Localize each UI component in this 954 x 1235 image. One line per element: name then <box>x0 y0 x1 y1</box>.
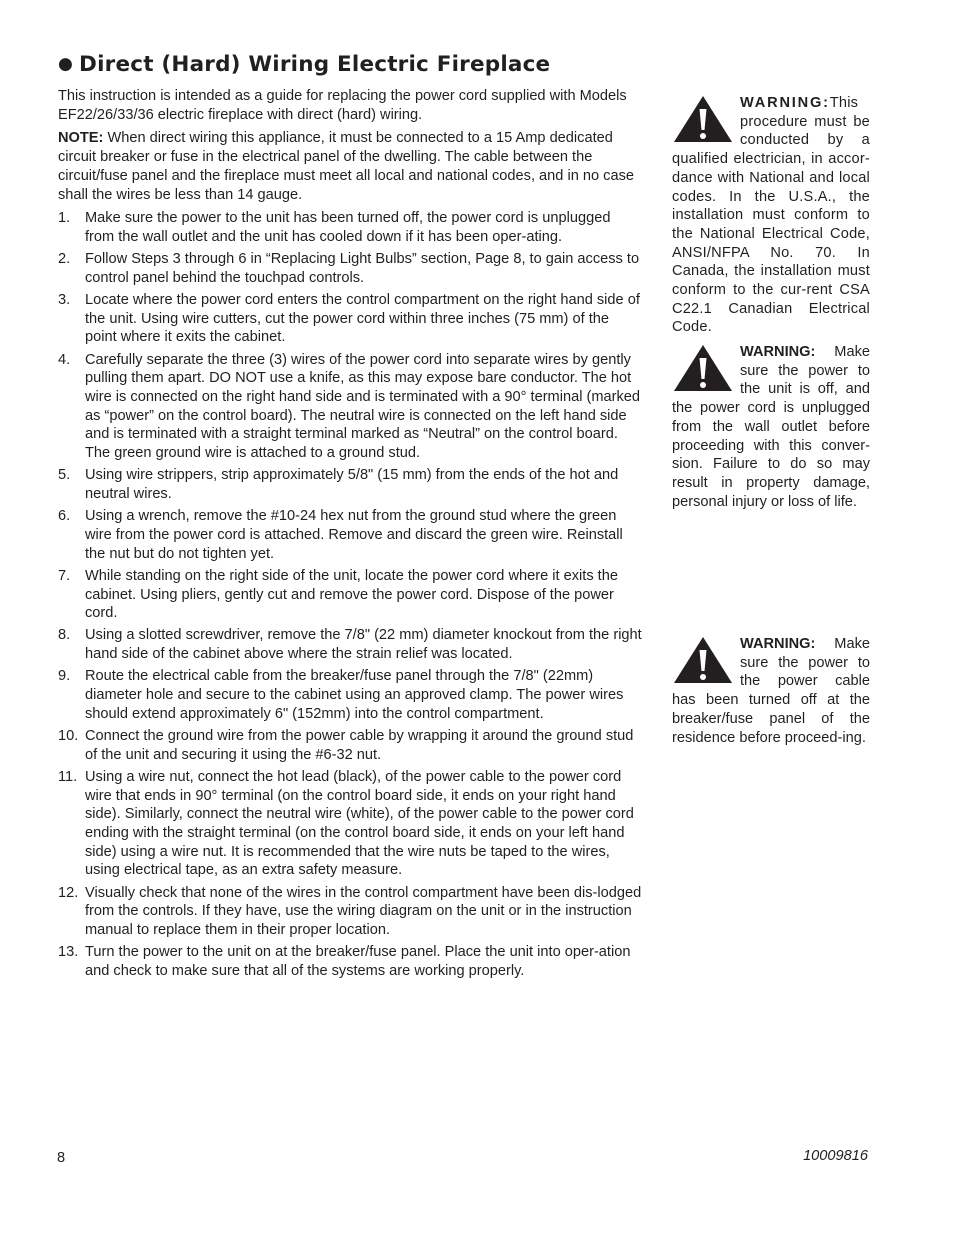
warning-label: WARNING: <box>740 344 816 360</box>
document-number: 10009816 <box>803 1148 868 1164</box>
warning-text: Make sure the power to the power cable has been turned off at the breaker/fuse panel of the residence before proceed-ing. <box>672 636 870 746</box>
step-text: Using a slotted screwdriver, remove the 7/8" (22 mm) diameter knockout from the right hand side of the cabinet above where the strain relief was located. <box>85 627 642 663</box>
step-item <box>58 291 643 347</box>
step-number: 5. <box>58 467 71 484</box>
step-text: While standing on the right side of the unit, locate the power cord where it exits the cabinet. Using pliers, gently cut and remove the power cord. Dispose of the power cord. <box>85 567 618 622</box>
step-item <box>58 567 643 623</box>
warning-label: WARNING: <box>740 636 816 652</box>
warning-text: Make sure the power to the unit is off, and the power cord is unplugged from the wall outlet before proceeding with this conver-sion. Failure to do so may result in property damage, personal injury or loss of life. <box>672 344 870 510</box>
step-text: Using wire strippers, strip approximately 5/8" (15 mm) from the ends of the hot and neutral wires. <box>85 467 619 503</box>
step-item <box>58 466 643 503</box>
warning-triangle-icon <box>672 343 734 393</box>
step-text: Using a wire nut, connect the hot lead (black), of the power cable to the power cord wire that ends in 90° terminal (on the control board side, it ends on your right hand side). Similarly, connect the neutral wire (white), of the power cable to the power cord ending with the straight terminal (on the control board side, it ends on your left hand side) using a wire nut. It is recommended that the wire nuts be taped to the wires, using electrical tape, as an extra safety measure. <box>85 768 634 879</box>
step-text: Route the electrical cable from the breaker/fuse panel through the 7/8" (22mm) diameter hole and secure to the cabinet using an approved clamp. The power wires should extend approximately 6" (152mm) into the control compartment. <box>85 668 624 722</box>
note-text: When direct wiring this appliance, it must be connected to a 15 Amp dedicated circuit breaker or fuse in the electrical panel of the dwelling. The cable between the circuit/fuse panel and the fireplace must meet all local and national codes, and in no case shall the wires be less than 14 gauge. <box>58 130 634 203</box>
warning-box-power-cable <box>672 635 870 747</box>
step-number: 9. <box>58 668 71 685</box>
step-text: Locate where the power cord enters the control compartment on the right hand side of the unit. Using wire cutters, cut the power cord within three inches (75 mm) of the point where it exits the cabinet. <box>85 292 640 346</box>
step-text: Connect the ground wire from the power cable by wrapping it around the ground stud of the unit and securing it using the #6-32 nut. <box>85 728 634 763</box>
note-label: NOTE: <box>58 130 104 147</box>
step-number: 1. <box>58 210 71 227</box>
step-item <box>58 943 643 980</box>
warning-label: WARNING: <box>740 95 830 111</box>
step-item <box>58 884 643 940</box>
step-text: Turn the power to the unit on at the breaker/fuse panel. Place the unit into oper-ation and check to make sure that all of the systems are working properly. <box>85 944 631 979</box>
note-paragraph <box>58 129 643 204</box>
step-number: 10. <box>58 728 79 744</box>
step-item <box>58 351 643 463</box>
step-text: Visually check that none of the wires in the control compartment have been dis-lodged from the controls. If they have, use the wiring diagram on the unit or in the instruction manual to replace them in their proper location. <box>85 884 642 939</box>
warning-box-electrician <box>672 94 870 337</box>
step-item <box>58 626 643 663</box>
step-text: Make sure the power to the unit has been turned off, the power cord is unplugged from the wall outlet and the unit has cooled down if it has been oper-ating. <box>85 210 611 245</box>
step-text: Carefully separate the three (3) wires of the power cord into separate wires by gently pulling them apart. DO NOT use a knife, as this may expose bare conductor. The hot wire is connected on the right hand side and is terminated with a 90° terminal (marked as “power” on the control board). The neutral wire is connected on the left hand side and is terminated with a straight terminal marked as “Neutral” on the control board. The green ground wire is attached to a ground stud. <box>85 351 641 462</box>
warning-text: This procedure must be conducted by a qualified electrician, in accor-dance with National and local codes. In the U.S.A., the installation must conform to the National Electrical Code, ANSI/NFPA No. 70. In Canada, the installation must conform to the cur-rent CSA C22.1 Canadian Electrical Code. <box>672 95 870 336</box>
step-item <box>58 727 643 764</box>
step-number: 2. <box>58 251 71 268</box>
bullet-icon: ● <box>58 54 74 74</box>
step-number: 6. <box>58 508 71 525</box>
step-item <box>58 768 643 880</box>
step-number: 8. <box>58 627 71 644</box>
step-item <box>58 209 643 246</box>
section-title <box>58 52 643 77</box>
step-number: 12. <box>58 884 79 901</box>
main-column <box>58 52 643 984</box>
step-number: 13. <box>58 944 79 961</box>
section-title-text: Direct (Hard) Wiring Electric Fireplace <box>79 52 551 77</box>
step-number: 3. <box>58 292 71 309</box>
step-text: Follow Steps 3 through 6 in “Replacing Light Bulbs” section, Page 8, to gain access to control panel behind the touchpad controls. <box>85 251 640 286</box>
intro-paragraph: This instruction is intended as a guide for replacing the power cord supplied with Models EF22/26/33/36 electric fireplace with direct (hard) wiring. <box>58 88 627 123</box>
step-item <box>58 507 643 563</box>
step-number: 4. <box>58 351 71 368</box>
warning-triangle-icon <box>672 94 734 144</box>
warning-triangle-icon <box>672 635 734 685</box>
steps-list <box>58 209 643 980</box>
page-number: 8 <box>57 1150 66 1166</box>
step-item <box>58 667 643 723</box>
step-text: Using a wrench, remove the #10-24 hex nut from the ground stud where the green wire from the power cord is attached. Remove and discard the green wire. Reinstall the nut but do not tighten yet. <box>85 508 623 562</box>
step-item <box>58 250 643 287</box>
step-number: 11. <box>58 768 78 785</box>
step-number: 7. <box>58 567 71 584</box>
warning-box-power-off <box>672 343 870 511</box>
